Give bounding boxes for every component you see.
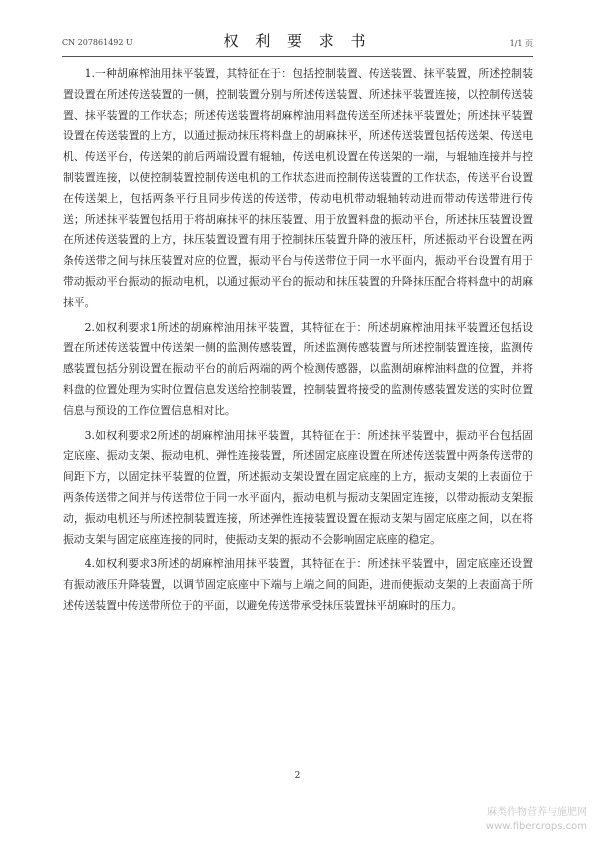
page-header [62,30,533,54]
watermark-site-name: 麻类作物营养与施肥网 [487,807,587,818]
claims-body [63,64,533,621]
claim-1: 1.一种胡麻榨油用抹平装置，其特征在于：包括控制装置、传送装置、抹平装置，所述控制装置设置在所述传送装置的一侧，控制装置分别与所述传送装置、所述抹平装置连接，以控制传送装置、抹平装置的工作状态；所述传送装置将胡麻榨油用料盘传送至所述抹平装置处；所述抹平装置设置在传送装置的上方，以通过振动抹压将料盘上的胡麻抹平，所述传送装置包括传送架、传送电机、传送平台，传送架的前后两端设置有辊轴，传送电机设置在传送架的一端，与辊轴连接并与控制装置连接，以使控制装置控制传送电机的工作状态进而控制传送装置的工作状态，传送平台设置在传送架上，包括两条平行且同步传送的传送带，传动电机带动辊轴转动进而带动传送带进行传送；所述抹平装置包括用于将胡麻抹平的抹压装置、用于放置料盘的振动平台，所述抹压装置设置在所述传送装置的上方，抹压装置设置有用于控制抹压装置升降的液压杆，所述振动平台设置在两条传送带之间与抹压装置对应的位置，振动平台与传送带位于同一水平面内，振动平台设置有用于带动振动平台振动的振动电机，以通过振动平台的振动和抹压装置的升降抹压配合将料盘中的胡麻抹平。 [63,67,533,309]
page-number: 2 [294,771,301,781]
claim-4: 4.如权利要求3所述的胡麻榨油用抹平装置，其特征在于：所述抹平装置中，固定底座还设置有振动液压升降装置，以调节固定底座中下端与上端之间的间距，进而使振动支架的上表面高于所述传送装置中传送带所位于的平面，以避免传送带承受抹压装置抹平胡麻时的压力。 [63,557,533,612]
claim-3: 3.如权利要求2所述的胡麻榨油用抹平装置，其特征在于：所述抹平装置中，振动平台包括固定底座、振动支架、振动电机、弹性连接装置，所述固定底座设置在所述传送装置中两条传送带的间距下方，以固定抹平装置的位置，所述振动支架设置在固定底座的上方，振动支架的上表面位于两条传送带之间并与传送带位于同一水平面内，振动电机与振动支架固定连接，以带动振动支架振动，振动电机还与所述控制装置连接，所述弹性连接装置设置在振动支架与固定底座之间，以在将振动支架与固定底座连接的同时，使振动支架的振动不会影响固定底座的稳定。 [63,428,533,546]
page-indicator: 1/1 页 [509,39,533,48]
patent-number: CN 207861492 U [62,38,133,47]
watermark [486,806,587,834]
claim-2: 2.如权利要求1所述的胡麻榨油用抹平装置，其特征在于：所述胡麻榨油用抹平装置还包括设置在所述传送装置中传送架一侧的监测传感装置，所述监测传感装置与所述控制装置连接，监测传感装置包括分别设置在振动平台的前后两端的两个检测传感器，以监测胡麻榨油料盘的位置，并将料盘的位置处理为实时位置信息发送给控制装置，控制装置将接受的监测传感装置发送的实时位置信息与预设的工作位置信息相对比。 [63,320,533,417]
watermark-url: www.fibercrops.com [485,821,587,832]
document-title: 权 利 要 求 书 [223,32,372,50]
header-rule [62,56,533,57]
